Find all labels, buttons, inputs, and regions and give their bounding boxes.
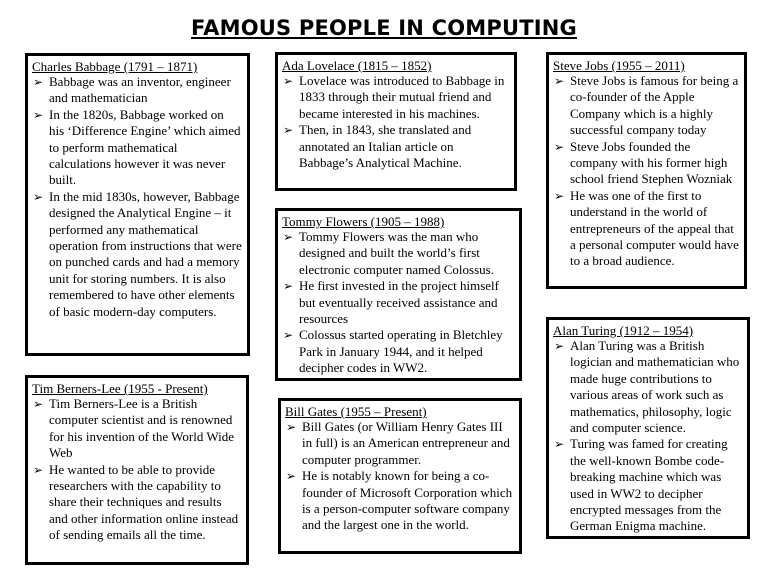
list-item xyxy=(32,107,242,189)
bullet-list xyxy=(32,74,242,320)
bullet-text: Steve Jobs founded the company with his former high school friend Stephen Wozniak xyxy=(570,138,733,187)
list-item xyxy=(32,462,241,544)
list-item xyxy=(282,73,509,122)
bullet-list xyxy=(32,396,241,544)
arrow-bullet-icon: ➢ xyxy=(283,328,294,343)
list-item xyxy=(285,419,514,468)
page-title: FAMOUS PEOPLE IN COMPUTING xyxy=(191,16,577,40)
card-alan-turing xyxy=(546,317,750,539)
list-item xyxy=(282,327,514,376)
bullet-text: Lovelace was introduced to Babbage in 1833 through their mutual friend and became interested in his machines. xyxy=(299,73,505,121)
list-item xyxy=(282,122,509,171)
arrow-bullet-icon: ➢ xyxy=(554,437,565,452)
card-bill-gates xyxy=(278,398,522,554)
card-title: Ada Lovelace (1815 – 1852) xyxy=(282,58,432,73)
list-item xyxy=(285,468,514,534)
arrow-bullet-icon: ➢ xyxy=(33,107,44,122)
card-title: Tim Berners-Lee (1955 - Present) xyxy=(32,381,208,396)
list-item xyxy=(32,74,242,107)
arrow-bullet-icon: ➢ xyxy=(33,462,44,477)
bullet-text: Then, in 1843, she translated and annotated an Italian article on Babbage’s Analytical Machine. xyxy=(299,122,472,171)
bullet-text: Colossus started operating in Bletchley Park in January 1944, and it helped decipher codes in WW2. xyxy=(299,327,503,376)
bullet-list xyxy=(282,229,514,377)
card-title: Tommy Flowers (1905 – 1988) xyxy=(282,214,445,229)
bullet-text: In the mid 1830s, however, Babbage designed the Analytical Engine – it performed any mathematical operation from instructions that were on punched cards and had a memory unit for storing numbers. It is also remembered to have other elements of basic modern-day computers. xyxy=(49,188,242,319)
card-tommy-flowers xyxy=(275,208,522,381)
bullet-text: He was one of the first to understand in the world of entrepreneurs of the appeal that a personal computer would have to a broad audience. xyxy=(570,187,739,269)
bullet-text: In the 1820s, Babbage worked on his ‘Difference Engine’ which aimed to perform mathematical calculations however it was never built. xyxy=(49,106,241,188)
list-item xyxy=(32,189,242,320)
bullet-text: Babbage was an inventor, engineer and mathematician xyxy=(49,74,231,106)
arrow-bullet-icon: ➢ xyxy=(33,189,44,204)
arrow-bullet-icon: ➢ xyxy=(554,188,565,203)
card-tim-berners-lee xyxy=(25,375,249,565)
arrow-bullet-icon: ➢ xyxy=(283,279,294,294)
arrow-bullet-icon: ➢ xyxy=(283,74,294,88)
arrow-bullet-icon: ➢ xyxy=(286,420,297,434)
bullet-text: Turing was famed for creating the well-known Bombe code-breaking machine which was used in WW2 to decipher encrypted messages from the German Enigma machine. xyxy=(570,436,728,534)
card-title: Alan Turing (1912 – 1954) xyxy=(553,323,694,338)
list-item xyxy=(553,73,739,139)
bullet-list xyxy=(553,73,739,270)
bullet-text: Tim Berners-Lee is a British computer scientist and is renowned for his invention of the World Wide Web xyxy=(49,396,234,461)
arrow-bullet-icon: ➢ xyxy=(554,139,565,154)
card-title: Steve Jobs (1955 – 2011) xyxy=(553,58,685,73)
bullet-text: Steve Jobs is famous for being a co-founder of the Apple Company which is a highly successful company today xyxy=(570,73,739,138)
card-title: Bill Gates (1955 – Present) xyxy=(285,404,427,419)
bullet-text: He is notably known for being a co-founder of Microsoft Corporation which is a person-computer software company and the largest one in the world. xyxy=(302,468,513,533)
bullet-list xyxy=(285,419,514,534)
list-item xyxy=(282,278,514,327)
bullet-list xyxy=(553,338,742,535)
arrow-bullet-icon: ➢ xyxy=(33,397,44,411)
list-item xyxy=(553,338,742,436)
bullet-text: Alan Turing was a British logician and mathematician who made huge contributions to various areas of work such as mathematics, philosophy, logic and computer science. xyxy=(570,338,740,436)
arrow-bullet-icon: ➢ xyxy=(286,469,297,484)
card-title: Charles Babbage (1791 – 1871) xyxy=(32,59,198,74)
list-item xyxy=(553,436,742,534)
card-steve-jobs xyxy=(546,52,747,289)
list-item xyxy=(553,188,739,270)
bullet-text: He first invested in the project himself but eventually received assistance and resources xyxy=(299,278,500,327)
list-item xyxy=(32,396,241,462)
arrow-bullet-icon: ➢ xyxy=(283,230,294,244)
bullet-text: Bill Gates (or William Henry Gates III in full) is an American entrepreneur and computer programmer. xyxy=(302,419,510,467)
list-item xyxy=(553,139,739,188)
arrow-bullet-icon: ➢ xyxy=(283,123,294,138)
arrow-bullet-icon: ➢ xyxy=(554,74,565,88)
bullet-text: He wanted to be able to provide researchers with the capability to share their techniques and results and other information online instead of sending emails all the time. xyxy=(49,461,239,543)
arrow-bullet-icon: ➢ xyxy=(554,339,565,353)
bullet-text: Tommy Flowers was the man who designed and built the world’s first electronic computer named Colossus. xyxy=(299,229,494,277)
bullet-list xyxy=(282,73,509,171)
card-charles-babbage xyxy=(25,53,250,356)
arrow-bullet-icon: ➢ xyxy=(33,75,44,89)
card-ada-lovelace xyxy=(275,52,517,191)
list-item xyxy=(282,229,514,278)
